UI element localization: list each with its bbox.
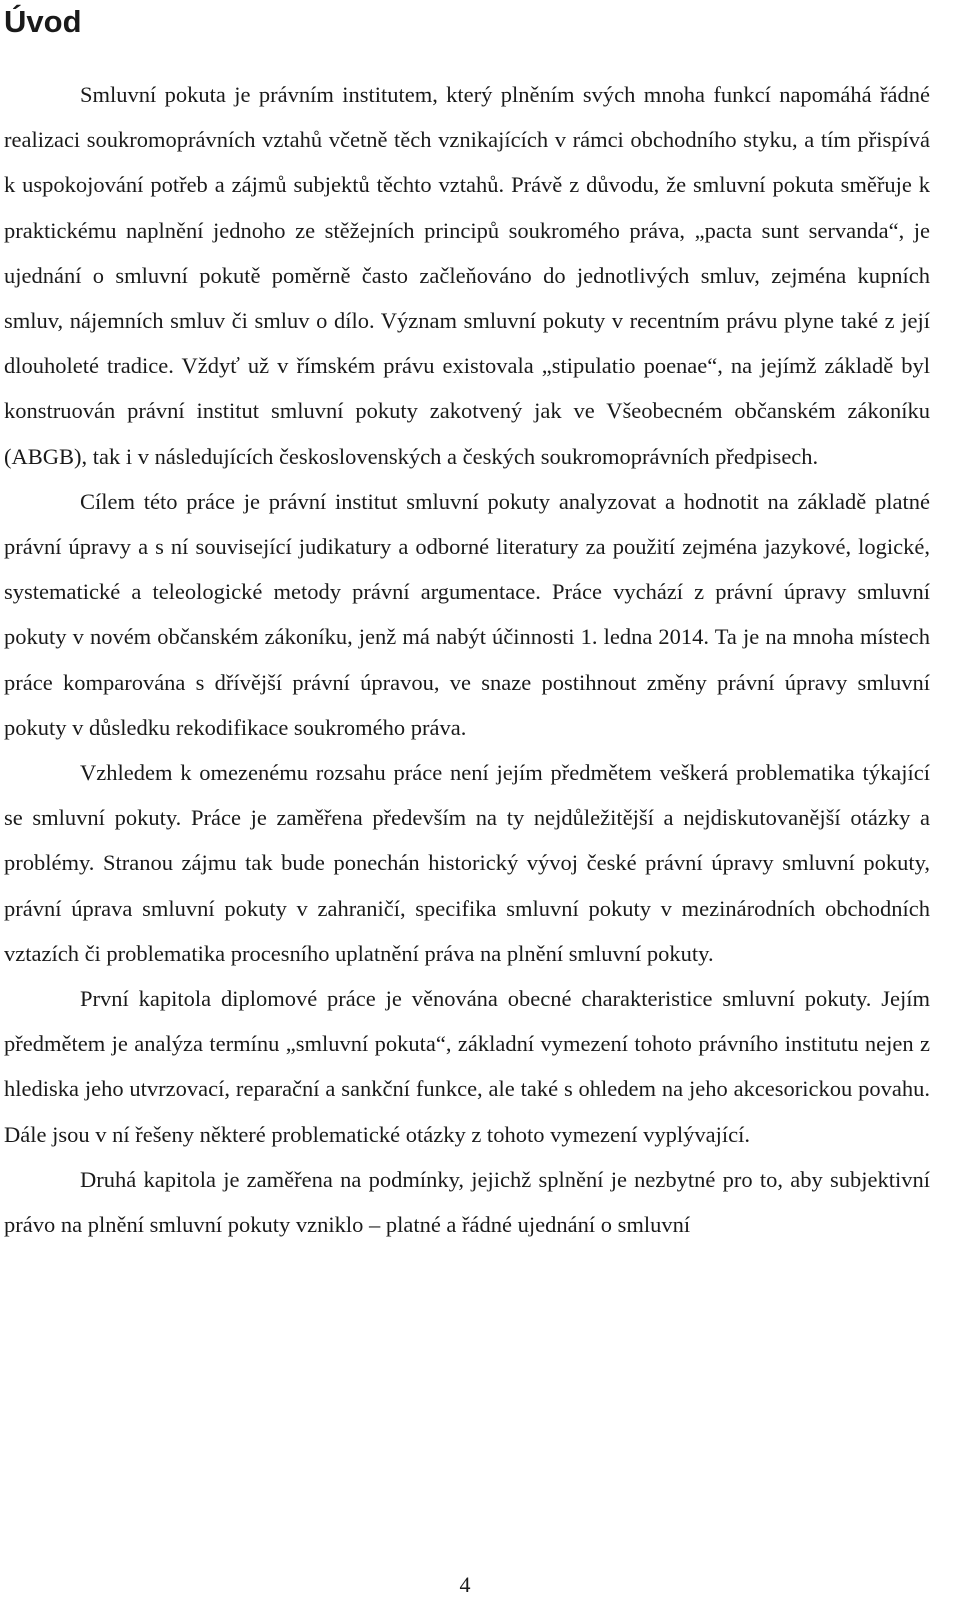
paragraph-2: Cílem této práce je právní institut smluvní pokuty analyzovat a hodnotit na základě platné právní úpravy a s ní související judikatury a odborné literatury za použití zejména jazykové, logické, systematické a teleologické metody právní argumentace. Práce vychází z právní úpravy smluvní pokuty v novém občanském zákoníku, jenž má nabýt účinnosti 1. ledna 2014. Ta je na mnoha místech práce komparována s dřívější právní úpravou, ve snaze postihnout změny právní úpravy smluvní pokuty v důsledku rekodifikace soukromého práva. bbox=[4, 488, 930, 740]
paragraph-3: Vzhledem k omezenému rozsahu práce není jejím předmětem veškerá problematika týkající se smluvní pokuty. Práce je zaměřena především na ty nejdůležitější a nejdiskutovanější otázky a problémy. Stranou zájmu tak bude ponechán historický vývoj české právní úpravy smluvní pokuty, právní úprava smluvní pokuty v zahraničí, specifika smluvní pokuty v mezinárodních obchodních vztazích či problematika procesního uplatnění práva na plnění smluvní pokuty. bbox=[4, 760, 930, 966]
paragraph-1: Smluvní pokuta je právním institutem, který plněním svých mnoha funkcí napomáhá řádné realizaci soukromoprávních vztahů včetně těch vznikajících v rámci obchodního styku, a tím přispívá k uspokojování potřeb a zájmů subjektů těchto vztahů. Právě z důvodu, že smluvní pokuta směřuje k praktickému naplnění jednoho ze stěžejních principů soukromého práva, „pacta sunt servanda“, je ujednání o smluvní pokutě poměrně často začleňováno do jednotlivých smluv, zejména kupních smluv, nájemních smluv či smluv o dílo. Význam smluvní pokuty v recentním právu plyne také z její dlouholeté tradice. Vždyť už v římském právu existovala „stipulatio poenae“, na jejímž základě byl konstruován právní institut smluvní pokuty zakotvený jak ve Všeobecném občanském zákoníku (ABGB), tak i v následujících československých a českých soukromoprávních předpisech. bbox=[4, 82, 930, 469]
paragraph-5: Druhá kapitola je zaměřena na podmínky, jejichž splnění je nezbytné pro to, aby subjektivní právo na plnění smluvní pokuty vzniklo – platné a řádné ujednání o smluvní bbox=[4, 1166, 930, 1238]
page-title: Úvod bbox=[4, 4, 82, 39]
page-number: 4 bbox=[459, 1572, 471, 1597]
document-page bbox=[4, 0, 930, 1247]
paragraph-4: První kapitola diplomové práce je věnována obecné charakteristice smluvní pokuty. Jejím předmětem je analýza termínu „smluvní pokuta“, základní vymezení tohoto právního institutu nejen z hlediska jeho utvrzovací, reparační a sankční funkce, ale také s ohledem na jeho akcesorickou povahu. Dále jsou v ní řešeny některé problematické otázky z tohoto vymezení vyplývající. bbox=[4, 986, 930, 1147]
